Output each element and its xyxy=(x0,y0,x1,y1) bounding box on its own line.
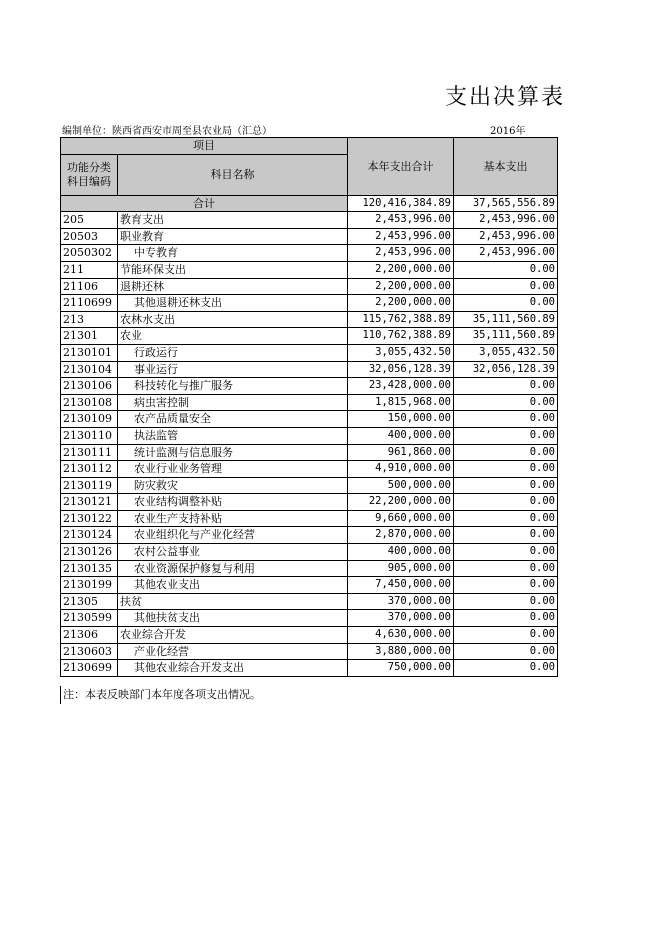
header-basic-col: 基本支出 xyxy=(454,138,558,196)
row-basic: 0.00 xyxy=(454,427,558,444)
table-row xyxy=(61,278,558,295)
table-row xyxy=(61,477,558,494)
row-code: 2130199 xyxy=(61,577,118,594)
table-row xyxy=(61,261,558,278)
table-row xyxy=(61,295,558,312)
header-project: 项目 xyxy=(61,138,348,155)
row-code: 21306 xyxy=(61,627,118,644)
page-title: 支出决算表 xyxy=(445,85,566,110)
row-total: 150,000.00 xyxy=(348,411,454,428)
row-code: 2130135 xyxy=(61,560,118,577)
total-basic: 37,565,556.89 xyxy=(454,195,558,212)
row-total: 2,870,000.00 xyxy=(348,527,454,544)
row-total: 2,200,000.00 xyxy=(348,261,454,278)
row-basic: 2,453,996.00 xyxy=(454,228,558,245)
row-name: 中专教育 xyxy=(118,245,348,262)
row-name: 执法监管 xyxy=(118,427,348,444)
table-row xyxy=(61,212,558,229)
row-name: 其他退耕还林支出 xyxy=(118,295,348,312)
row-total: 22,200,000.00 xyxy=(348,494,454,511)
row-code: 2130121 xyxy=(61,494,118,511)
table-row xyxy=(61,344,558,361)
row-code: 2050302 xyxy=(61,245,118,262)
row-code: 2130110 xyxy=(61,427,118,444)
row-name: 农林水支出 xyxy=(118,311,348,328)
row-name: 农业结构调整补贴 xyxy=(118,494,348,511)
table-row xyxy=(61,311,558,328)
row-total: 750,000.00 xyxy=(348,660,454,677)
table-row xyxy=(61,610,558,627)
header-code-line2: 科目编码 xyxy=(67,174,111,188)
row-basic: 0.00 xyxy=(454,544,558,561)
row-code: 211 xyxy=(61,261,118,278)
table-row xyxy=(61,394,558,411)
row-basic: 0.00 xyxy=(454,627,558,644)
row-code: 2130109 xyxy=(61,411,118,428)
row-total: 1,815,968.00 xyxy=(348,394,454,411)
row-code: 213 xyxy=(61,311,118,328)
row-basic: 0.00 xyxy=(454,378,558,395)
row-total: 3,055,432.50 xyxy=(348,344,454,361)
header-name: 科目名称 xyxy=(118,154,348,195)
year-label: 2016年 xyxy=(490,126,526,137)
row-total: 500,000.00 xyxy=(348,477,454,494)
row-name: 防灾救灾 xyxy=(118,477,348,494)
row-basic: 3,055,432.50 xyxy=(454,344,558,361)
table-row xyxy=(61,461,558,478)
row-total: 7,450,000.00 xyxy=(348,577,454,594)
total-label: 合计 xyxy=(61,195,348,212)
row-code: 2130603 xyxy=(61,643,118,660)
row-code: 2130101 xyxy=(61,344,118,361)
row-total: 4,910,000.00 xyxy=(348,461,454,478)
row-name: 科技转化与推广服务 xyxy=(118,378,348,395)
row-code: 205 xyxy=(61,212,118,229)
row-total: 2,200,000.00 xyxy=(348,278,454,295)
row-total: 115,762,388.89 xyxy=(348,311,454,328)
row-name: 其他农业综合开发支出 xyxy=(118,660,348,677)
row-code: 2130108 xyxy=(61,394,118,411)
row-name: 农村公益事业 xyxy=(118,544,348,561)
row-name: 病虫害控制 xyxy=(118,394,348,411)
table-row xyxy=(61,427,558,444)
row-total: 400,000.00 xyxy=(348,544,454,561)
row-total: 2,200,000.00 xyxy=(348,295,454,312)
row-basic: 0.00 xyxy=(454,610,558,627)
row-total: 32,056,128.39 xyxy=(348,361,454,378)
row-total: 2,453,996.00 xyxy=(348,212,454,229)
row-basic: 0.00 xyxy=(454,577,558,594)
row-code: 20503 xyxy=(61,228,118,245)
row-code: 2130599 xyxy=(61,610,118,627)
row-name: 行政运行 xyxy=(118,344,348,361)
row-code: 21305 xyxy=(61,593,118,610)
row-code: 2130126 xyxy=(61,544,118,561)
row-basic: 0.00 xyxy=(454,560,558,577)
table-row xyxy=(61,228,558,245)
row-name: 教育支出 xyxy=(118,212,348,229)
row-basic: 0.00 xyxy=(454,593,558,610)
table-row xyxy=(61,593,558,610)
row-name: 农产品质量安全 xyxy=(118,411,348,428)
table-row xyxy=(61,660,558,677)
table-row xyxy=(61,544,558,561)
row-basic: 0.00 xyxy=(454,444,558,461)
row-name: 农业组织化与产业化经营 xyxy=(118,527,348,544)
row-name: 职业教育 xyxy=(118,228,348,245)
table-row xyxy=(61,361,558,378)
row-total: 905,000.00 xyxy=(348,560,454,577)
row-basic: 0.00 xyxy=(454,411,558,428)
header-code xyxy=(61,154,118,195)
table-row xyxy=(61,494,558,511)
row-code: 2130124 xyxy=(61,527,118,544)
row-name: 农业生产支持补贴 xyxy=(118,510,348,527)
row-code: 2110699 xyxy=(61,295,118,312)
table-row xyxy=(61,510,558,527)
row-code: 2130111 xyxy=(61,444,118,461)
row-name: 农业资源保护修复与利用 xyxy=(118,560,348,577)
row-total: 110,762,388.89 xyxy=(348,328,454,345)
row-name: 节能环保支出 xyxy=(118,261,348,278)
row-code: 2130104 xyxy=(61,361,118,378)
row-basic: 32,056,128.39 xyxy=(454,361,558,378)
row-basic: 0.00 xyxy=(454,295,558,312)
row-code: 2130106 xyxy=(61,378,118,395)
table-row xyxy=(61,411,558,428)
row-name: 农业 xyxy=(118,328,348,345)
row-basic: 2,453,996.00 xyxy=(454,245,558,262)
row-basic: 0.00 xyxy=(454,643,558,660)
table-row xyxy=(61,527,558,544)
header-code-line1: 功能分类 xyxy=(67,160,111,174)
row-basic: 0.00 xyxy=(454,261,558,278)
row-name: 统计监测与信息服务 xyxy=(118,444,348,461)
table-row xyxy=(61,560,558,577)
table-row xyxy=(61,245,558,262)
table-note: 注：本表反映部门本年度各项支出情况。 xyxy=(60,686,261,704)
table-row xyxy=(61,378,558,395)
row-total: 961,860.00 xyxy=(348,444,454,461)
row-code: 2130699 xyxy=(61,660,118,677)
row-total: 370,000.00 xyxy=(348,610,454,627)
row-total: 400,000.00 xyxy=(348,427,454,444)
table-row xyxy=(61,577,558,594)
total-amount: 120,416,384.89 xyxy=(348,195,454,212)
row-total: 2,453,996.00 xyxy=(348,228,454,245)
row-total: 3,880,000.00 xyxy=(348,643,454,660)
row-basic: 0.00 xyxy=(454,510,558,527)
row-name: 事业运行 xyxy=(118,361,348,378)
row-code: 2130122 xyxy=(61,510,118,527)
row-basic: 0.00 xyxy=(454,278,558,295)
row-total: 9,660,000.00 xyxy=(348,510,454,527)
row-name: 农业行业业务管理 xyxy=(118,461,348,478)
table-row xyxy=(61,643,558,660)
table-row xyxy=(61,444,558,461)
expense-table xyxy=(60,137,558,677)
row-total: 2,453,996.00 xyxy=(348,245,454,262)
row-total: 23,428,000.00 xyxy=(348,378,454,395)
row-basic: 35,111,560.89 xyxy=(454,311,558,328)
header-total-col: 本年支出合计 xyxy=(348,138,454,196)
row-basic: 0.00 xyxy=(454,477,558,494)
row-name: 其他农业支出 xyxy=(118,577,348,594)
row-basic: 0.00 xyxy=(454,494,558,511)
row-code: 21301 xyxy=(61,328,118,345)
row-name: 产业化经营 xyxy=(118,643,348,660)
row-name: 扶贫 xyxy=(118,593,348,610)
row-basic: 35,111,560.89 xyxy=(454,328,558,345)
total-row xyxy=(61,195,558,212)
row-total: 370,000.00 xyxy=(348,593,454,610)
row-basic: 0.00 xyxy=(454,461,558,478)
row-name: 退耕还林 xyxy=(118,278,348,295)
row-basic: 0.00 xyxy=(454,527,558,544)
row-code: 2130112 xyxy=(61,461,118,478)
row-code: 2130119 xyxy=(61,477,118,494)
row-name: 其他扶贫支出 xyxy=(118,610,348,627)
row-basic: 0.00 xyxy=(454,660,558,677)
org-label: 编制单位：陕西省西安市周至县农业局（汇总） xyxy=(62,126,272,137)
row-basic: 2,453,996.00 xyxy=(454,212,558,229)
row-name: 农业综合开发 xyxy=(118,627,348,644)
row-total: 4,630,000.00 xyxy=(348,627,454,644)
table-row xyxy=(61,627,558,644)
table-row xyxy=(61,328,558,345)
row-basic: 0.00 xyxy=(454,394,558,411)
row-code: 21106 xyxy=(61,278,118,295)
